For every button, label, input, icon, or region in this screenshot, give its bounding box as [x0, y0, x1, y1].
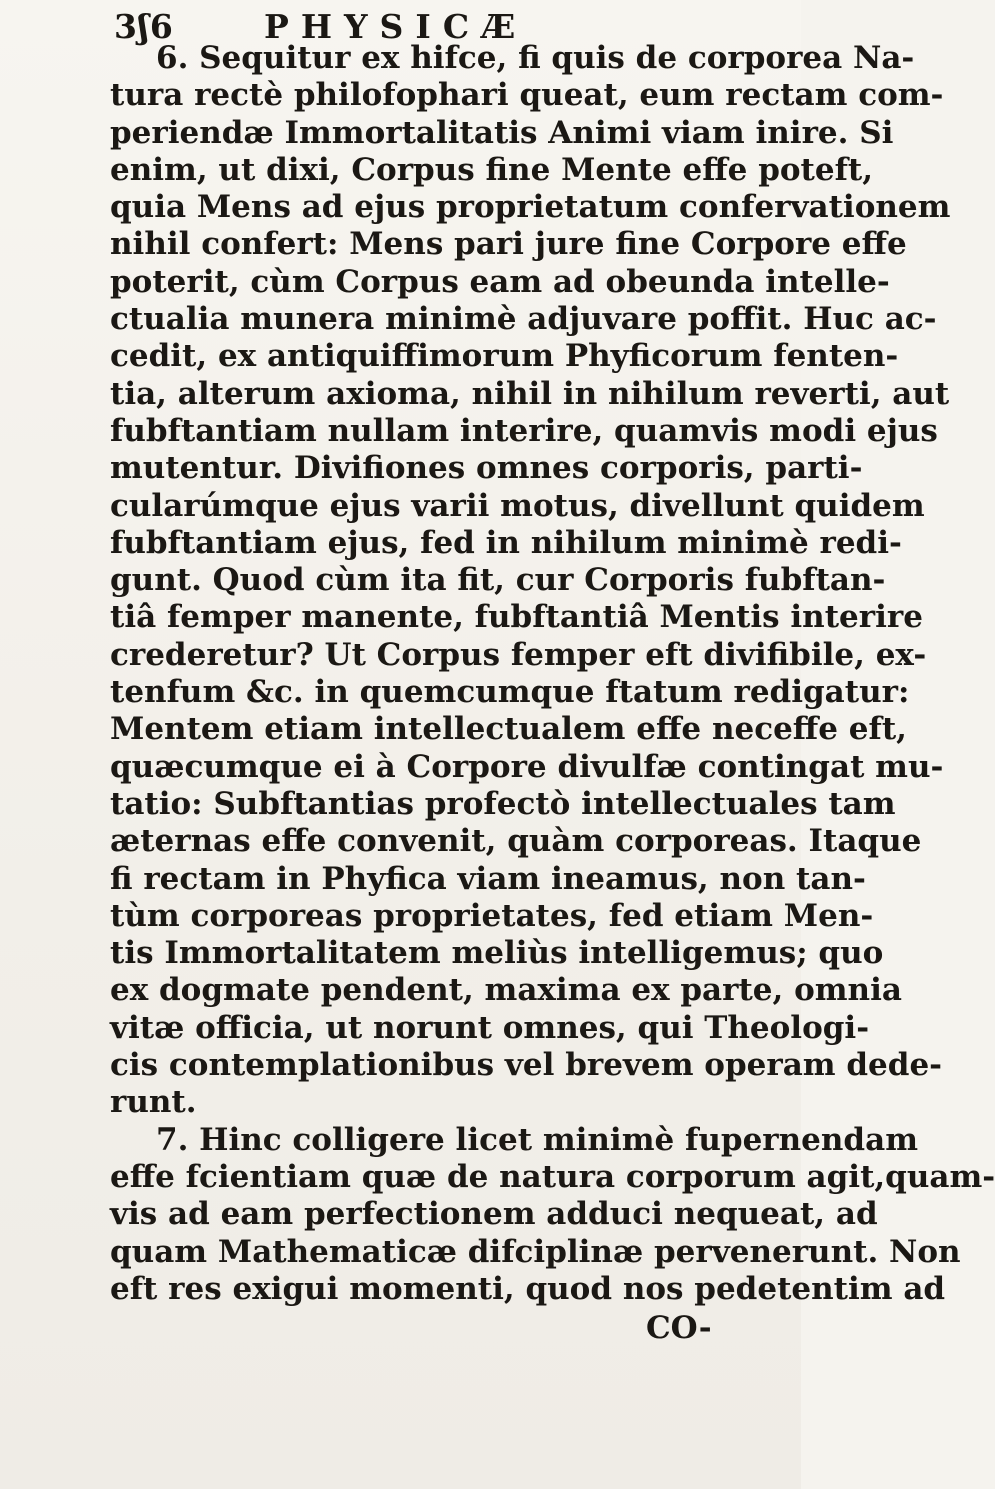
text-line: ex dogmate pendent, maxima ex parte, omnia [110, 972, 902, 1009]
text-line: tura rectè philofophari queat, eum rectam com- [110, 77, 944, 114]
text-line: tenfum &c. in quemcumque ftatum redigatur: [110, 674, 910, 711]
text-line: effe fcientiam quæ de natura corporum agit,quam- [110, 1158, 995, 1195]
text-line: æternas effe convenit, quàm corporeas. Itaque [110, 823, 922, 860]
text-line: crederetur? Ut Corpus femper eft divifibile, ex- [110, 636, 927, 673]
text-line: fubftantiam ejus, fed in nihilum minimè redi- [110, 524, 902, 561]
text-line: 6. Sequitur ex hifce, fi quis de corporea Na- [156, 40, 915, 76]
text-line: gunt. Quod cùm ita fit, cur Corporis fubftan- [110, 562, 886, 599]
text-line: cedit, ex antiquiffimorum Phyficorum fenten- [110, 338, 899, 375]
text-line: tatio: Subftantias profectò intellectuales tam [110, 785, 896, 822]
text-line: mutentur. Divifiones omnes corporis, parti- [110, 450, 863, 487]
text-line: fubftantiam nullam interire, quamvis modi ejus [110, 412, 938, 449]
text-line: tis Immortalitatem meliùs intelligemus; quo [110, 935, 884, 972]
catchword: CO- [646, 1310, 712, 1346]
text-line: tia, alterum axioma, nihil in nihilum reverti, aut [110, 375, 950, 412]
text-line: vis ad eam perfectionem adduci nequeat, ad [110, 1196, 878, 1233]
text-line: quæcumque ei à Corpore divulfæ contingat mu- [110, 748, 944, 785]
body-text [110, 40, 995, 1308]
text-line: periendæ Immortalitatis Animi viam inire. Si [110, 114, 894, 151]
text-line: quia Mens ad ejus proprietatum confervationem [110, 189, 951, 226]
text-line: cis contemplationibus vel brevem operam dede- [110, 1047, 943, 1084]
text-line: quam Mathematicæ difciplinæ pervenerunt. Non [110, 1233, 961, 1270]
text-line: poterit, cùm Corpus eam ad obeunda intelle- [110, 263, 890, 300]
text-line: tiâ femper manente, fubftantiâ Mentis interire [110, 599, 923, 636]
text-line: ctualia munera minimè adjuvare poffit. Huc ac- [110, 301, 937, 338]
text-line: vitæ officia, ut norunt omnes, qui Theologi- [110, 1009, 870, 1046]
running-title: PHYSICÆ [264, 7, 528, 46]
text-line: Mentem etiam intellectualem effe neceffe eft, [110, 711, 907, 748]
text-line: cularúmque ejus varii motus, divellunt quidem [110, 487, 925, 524]
text-line: fi rectam in Phyfica viam ineamus, non tan- [110, 860, 866, 897]
text-line: enim, ut dixi, Corpus fine Mente effe poteft, [110, 151, 874, 188]
text-line: runt. [110, 1084, 197, 1121]
text-line: nihil confert: Mens pari jure fine Corpore effe [110, 226, 907, 263]
text-line: tùm corporeas proprietates, fed etiam Men- [110, 897, 874, 934]
text-line: 7. Hinc colligere licet minimè fupernendam [156, 1121, 918, 1158]
page-number: 3ʃ6 [114, 7, 174, 46]
text-line: eft res exigui momenti, quod nos pedetentim ad [110, 1270, 946, 1307]
